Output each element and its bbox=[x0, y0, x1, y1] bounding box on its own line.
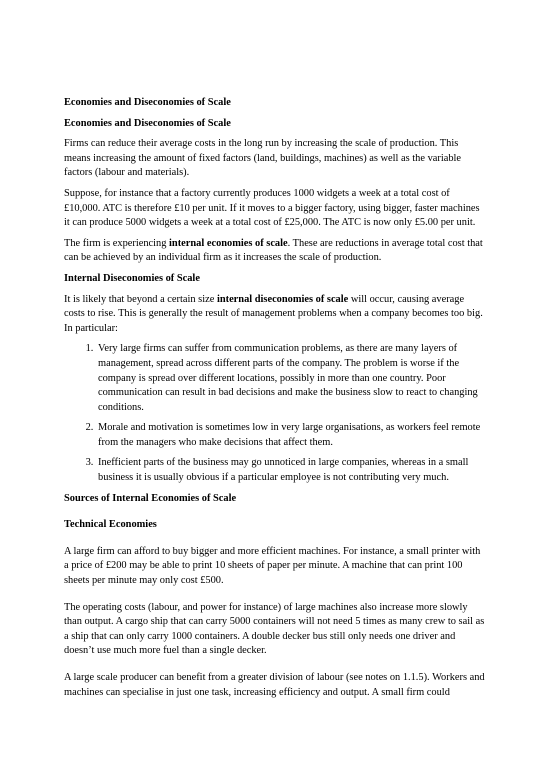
text-run: The firm is experiencing bbox=[64, 237, 170, 249]
bold-term: internal diseconomies of scale bbox=[216, 293, 349, 305]
text-run: It is likely that beyond a certain size bbox=[64, 293, 217, 305]
text-run: . These are reductions in average total cost that can be achieved by an individual firm as it increases the scale of production. bbox=[64, 237, 483, 264]
bold-term: internal economies of scale bbox=[169, 237, 288, 249]
paragraph-example: Suppose, for instance that a factory currently produces 1000 widgets a week at a total cost of £10,000. ATC is therefore £10 per unit. If it moves to a bigger factory, using bigger, faster machines it can produce 5000 widgets a week at a total cost of £25,000. The ATC is now only £5.00 per unit. bbox=[64, 187, 480, 229]
list-item: 3. Inefficient parts of the business may go unnoticed in large companies, whereas in a small business it is usually obvious if a particular employee is not contributing very much. bbox=[96, 456, 487, 485]
paragraph-operating-costs: The operating costs (labour, and power for instance) of large machines also increase more slowly than output. A cargo ship that can carry 5000 containers will not need 5 times as many crew to sail as a ship that can only carry 1000 containers. A double decker bus still only needs one driver and doesn’t use much more fuel than a single decker. bbox=[64, 601, 485, 657]
document-title: Economies and Diseconomies of Scale bbox=[64, 97, 231, 108]
heading-sources: Sources of Internal Economies of Scale bbox=[64, 492, 237, 504]
list-item: 2. Morale and motivation is sometimes low in very large organisations, as workers feel remote from the managers who make decisions that affect them. bbox=[96, 421, 487, 450]
numbered-list bbox=[64, 342, 487, 485]
paragraph-diseconomies bbox=[64, 293, 487, 337]
paragraph-division-of-labour: A large scale producer can benefit from a greater division of labour (see notes on 1.1.5). Workers and machines can specialise in just one task, increasing efficiency and output. A small firm could bbox=[64, 672, 485, 698]
list-item: 1. Very large firms can suffer from communication problems, as there are many layers of management, spread across different parts of the company. The problem is worse if the company is spread over different locations, possibly in more than one country. Poor communication can result in bad decisions and make the business slow to react to changing conditions. bbox=[96, 342, 487, 415]
paragraph-machines: A large firm can afford to buy bigger and more efficient machines. For instance, a small printer with a price of £200 may be able to print 10 sheets of paper per minute. A machine that can print 100 sheets per minute may only cost £500. bbox=[64, 545, 481, 587]
section-title: Economies and Diseconomies of Scale bbox=[64, 117, 231, 129]
heading-technical: Technical Economies bbox=[64, 519, 157, 531]
heading-internal-diseconomies: Internal Diseconomies of Scale bbox=[64, 272, 200, 284]
text-run: will occur, causing average costs to rise. This is generally the result of management problems when a company becomes too big. In particular: bbox=[64, 293, 483, 334]
paragraph-internal-economies bbox=[64, 237, 487, 266]
paragraph-intro: Firms can reduce their average costs in the long run by increasing the scale of production. This means increasing the amount of fixed factors (land, buildings, machines) as well as the variable factors (labour and materials). bbox=[64, 138, 462, 179]
